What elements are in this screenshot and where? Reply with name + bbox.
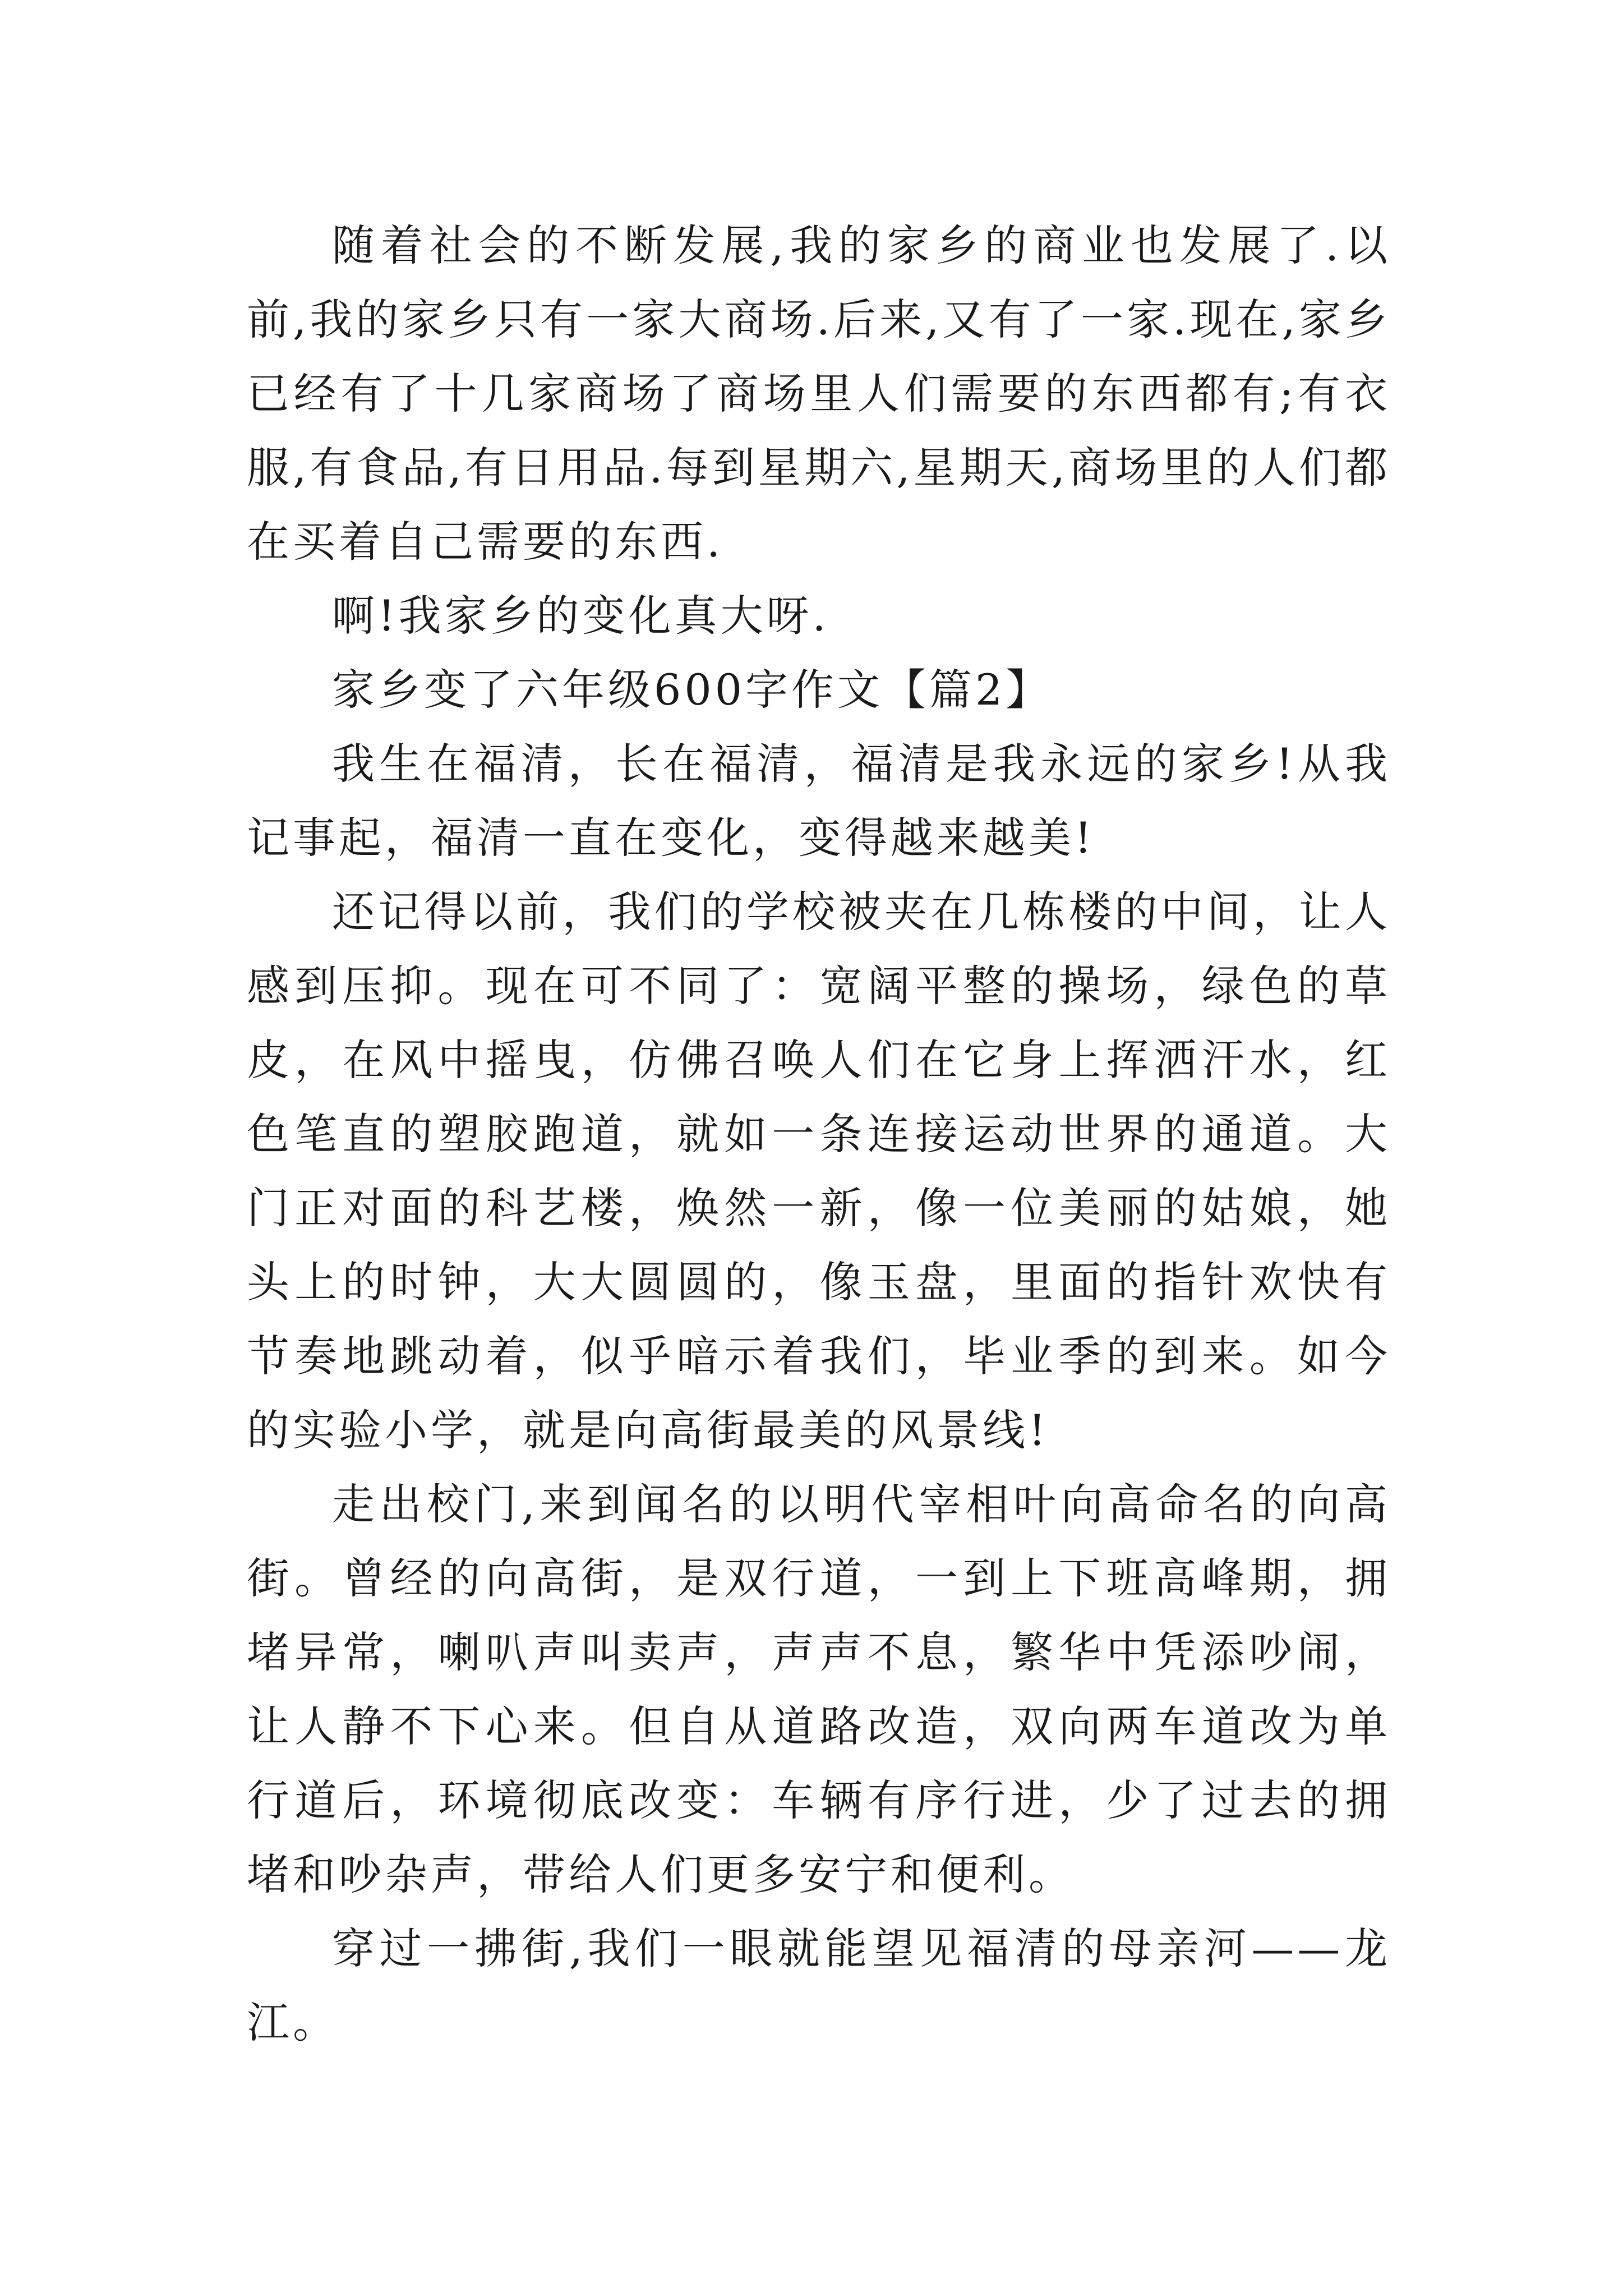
paragraph-school: 还记得以前，我们的学校被夹在几栋楼的中间，让人感到压抑。现在可不同了：宽阔平整的操场，绿色的草皮，在风中摇曳，仿佛召唤人们在它身上挥洒汗水，红色笔直的塑胶跑道，就如一条连接运动世界的通道。大门正对面的科艺楼，焕然一新，像一位美丽的姑娘，她头上的时钟，大大圆圆的，像玉盘，里面的指针欢快有节奏地跳动着，似乎暗示着我们，毕业季的到来。如今的实验小学，就是向高街最美的风景线! (247, 887, 1391, 1455)
paragraph-street: 走出校门,来到闻名的以明代宰相叶向高命名的向高街。曾经的向高街，是双行道，一到上下班高峰期，拥堵异常，喇叭声叫卖声，声声不息，繁华中凭添吵闹，让人静不下心来。但自从道路改造，双向两车道改为单行道后，环境彻底改变：车辆有序行进，少了过去的拥堵和吵杂声，带给人们更多安宁和便利。 (247, 1479, 1391, 1899)
section-heading: 家乡变了六年级600字作文【篇2】 (332, 665, 1052, 715)
paragraph-commerce: 随着社会的不断发展,我的家乡的商业也发展了.以前,我的家乡只有一家大商场.后来,又有了一家.现在,家乡已经有了十几家商场了商场里人们需要的东西都有;有衣服,有食品,有日用品.每到星期六,星期天,商场里的人们都在买着自己需要的东西. (247, 220, 1391, 567)
document-body (247, 209, 1391, 2060)
paragraph-river: 穿过一拂街,我们一眼就能望见福清的母亲河——龙江。 (247, 1924, 1391, 2047)
paragraph-exclamation: 啊!我家乡的变化真大呀. (332, 591, 829, 641)
paragraph-intro: 我生在福清，长在福清，福清是我永远的家乡!从我记事起，福清一直在变化，变得越来越美! (247, 739, 1391, 863)
